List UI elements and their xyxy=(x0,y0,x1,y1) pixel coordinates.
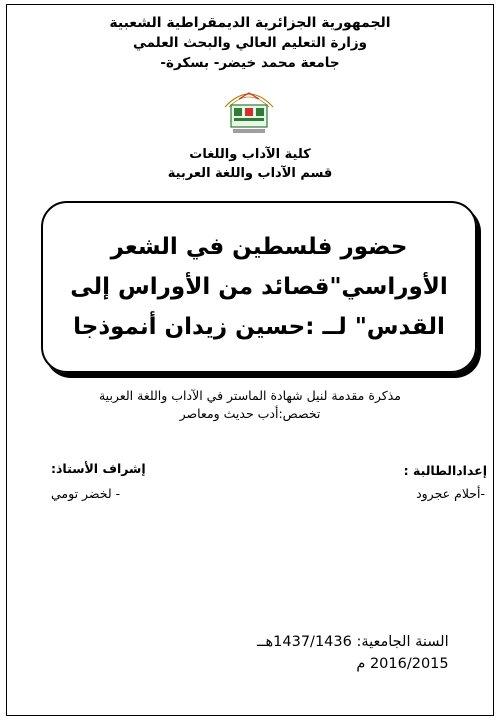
department-name: قسم الآداب واللغة العربية xyxy=(167,166,333,181)
memo-degree: مذكرة مقدمة لنيل شهادة الماستر في الآداب واللغة العربية xyxy=(98,388,401,403)
faculty-block xyxy=(7,145,493,183)
memo-description xyxy=(7,387,493,423)
republic-name: الجمهورية الجزائرية الديمقراطية الشعبية xyxy=(109,15,391,31)
thesis-title-line-1: حضور فلسطين في الشعر xyxy=(110,234,408,260)
academic-year-hijri: السنة الجامعية: 1437/1436هــ xyxy=(257,634,449,650)
thesis-title-line-2: الأوراسي"قصائد من الأوراس إلى xyxy=(70,274,448,300)
academic-year xyxy=(257,631,449,675)
student-label: إعدادالطالبة : xyxy=(403,463,487,478)
ministry-name: وزارة التعليم العالي والبحث العلمي xyxy=(132,35,368,51)
academic-year-gregorian: 2016/2015 م xyxy=(356,656,449,672)
supervisor-label: إشراف الأستاذ: xyxy=(51,461,146,476)
faculty-name: كلية الآداب واللغات xyxy=(189,147,311,162)
university-seal-icon xyxy=(219,85,279,137)
document-page xyxy=(6,4,494,716)
thesis-title-box xyxy=(41,201,477,373)
supervisor-name: - لخضر تومي xyxy=(51,486,121,501)
memo-specialty: تخصص:أدب حديث ومعاصر xyxy=(179,406,321,421)
header xyxy=(7,13,493,73)
university-name: جامعة محمد خيضر- بسكرة- xyxy=(160,55,340,71)
student-name: -أحلام عجرود xyxy=(416,486,485,501)
thesis-title-line-3: القدس" لــ :حسين زيدان أنموذجا xyxy=(73,314,445,340)
